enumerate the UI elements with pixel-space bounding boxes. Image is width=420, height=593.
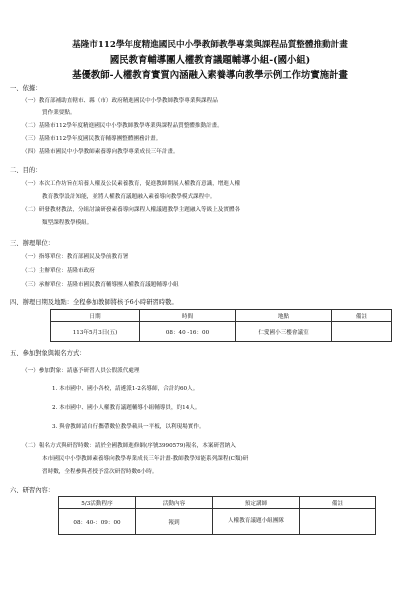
- venue-cell: 仁愛國小三樓會議室: [236, 322, 332, 342]
- registration-line: 本市國民中小學教師素養導向教學專業成長三年計畫-教師教學知能系列課程(C類)研: [42, 456, 249, 462]
- basis-item: （二）基隆市112學年度精進國民中小學教師教學專業與課程品質整體推動計畫。: [22, 123, 223, 129]
- col-program-header: 5/3活動程序: [59, 497, 136, 509]
- section-participants-heading: 五、參加對象與報名方式：: [10, 350, 86, 357]
- col-lecturer-header: 預定講師: [213, 497, 300, 509]
- schedule-table: [50, 309, 392, 342]
- col-activity-header: 活動內容: [136, 497, 213, 509]
- organizer-item: （一）指導單位：教育部國民及學前教育署: [22, 254, 129, 260]
- group-title: 國民教育輔導團人權教育議題輔導小組-(國小組): [109, 55, 311, 66]
- registration-line: （二）報名方式與研習時數：請於全國教師進修網(序號3990579)報名，本案研習納入: [22, 443, 236, 449]
- section-basis-heading: 一、依據：: [10, 85, 42, 92]
- col-remark-header: 備註: [300, 497, 376, 509]
- remark-cell: [300, 509, 376, 535]
- basis-item: （一）教育部補助直轄市、縣（市）政府精進國民中小學教師教學專業與課程品: [22, 98, 218, 104]
- time-cell: 08：40 -16：00: [140, 322, 236, 342]
- basis-item: （四）基隆市國民中小學教師素養導向教學專業成長三年計畫。: [22, 149, 179, 155]
- section-content-heading: 六、研習內容：: [10, 487, 55, 494]
- col-note-header: 備註: [332, 310, 392, 322]
- date-cell: 113年5月3日(五): [51, 322, 140, 342]
- participants-item: 3. 與會教師請自行攜帶數位教學載具一平板，以利現場實作。: [52, 424, 205, 430]
- organizer-item: （三）承辦單位：基隆市國民教育輔導團人權教育議題輔導小組: [22, 282, 179, 288]
- purpose-item: （二）研發教材教法，分組討論研發素養導向課程人權議題教學主題融入等級上及實體各: [22, 207, 241, 213]
- program-table: [58, 496, 376, 535]
- note-cell: [332, 322, 392, 342]
- basis-item: （三）基隆市112學年度國民教育輔導團整體團務計畫。: [22, 136, 162, 142]
- col-date-header: 日期: [51, 310, 140, 322]
- purpose-item: 類型課程教學模組。: [42, 220, 93, 226]
- section-organizer-heading: 三、辦理單位：: [10, 240, 55, 247]
- organizer-item: （二）主辦單位：基隆市政府: [22, 268, 95, 274]
- section-purpose-heading: 二、目的：: [10, 167, 42, 174]
- program-time-cell: 08：40-：09：00: [59, 509, 136, 535]
- section-date-venue-heading: 四、辦理日期及地點：全程參加教師將核予6小時研習時數。: [10, 299, 178, 306]
- activity-cell: 報到: [136, 509, 213, 535]
- workshop-title: 基優教師-人權教育實質內涵融入素養導向教學示例工作坊實施計畫: [72, 70, 348, 81]
- col-venue-header: 地點: [236, 310, 332, 322]
- participants-item: 1. 本市國中、國小各校，請遴派1-2名導師，合計約60人。: [52, 386, 199, 392]
- plan-title: 基隆市112學年度精進國民中小學教師教學專業與課程品質整體推動計畫: [72, 40, 348, 50]
- purpose-item: （一）本次工作坊旨在培養人權及公民素養教育，促進教師開展人權教育意識，增進人權: [22, 181, 241, 187]
- purpose-item: 教育教學設計知能，並將人權教育議題融入素養導向教學模式課程中。: [42, 194, 216, 200]
- lecturer-cell: 人權教育議題小組團隊: [213, 509, 300, 535]
- basis-item: 質作業要點。: [42, 110, 76, 116]
- participants-item: 2. 本市國中、國小人權教育議題輔導小組輔導員，約14人。: [52, 405, 201, 411]
- col-time-header: 時間: [140, 310, 236, 322]
- registration-line: 習時數，全程參與者授予當次研習時數6小時。: [42, 469, 158, 475]
- participants-subheading: （一）參加對象：請惠予研習人員公假派代處理: [22, 368, 140, 374]
